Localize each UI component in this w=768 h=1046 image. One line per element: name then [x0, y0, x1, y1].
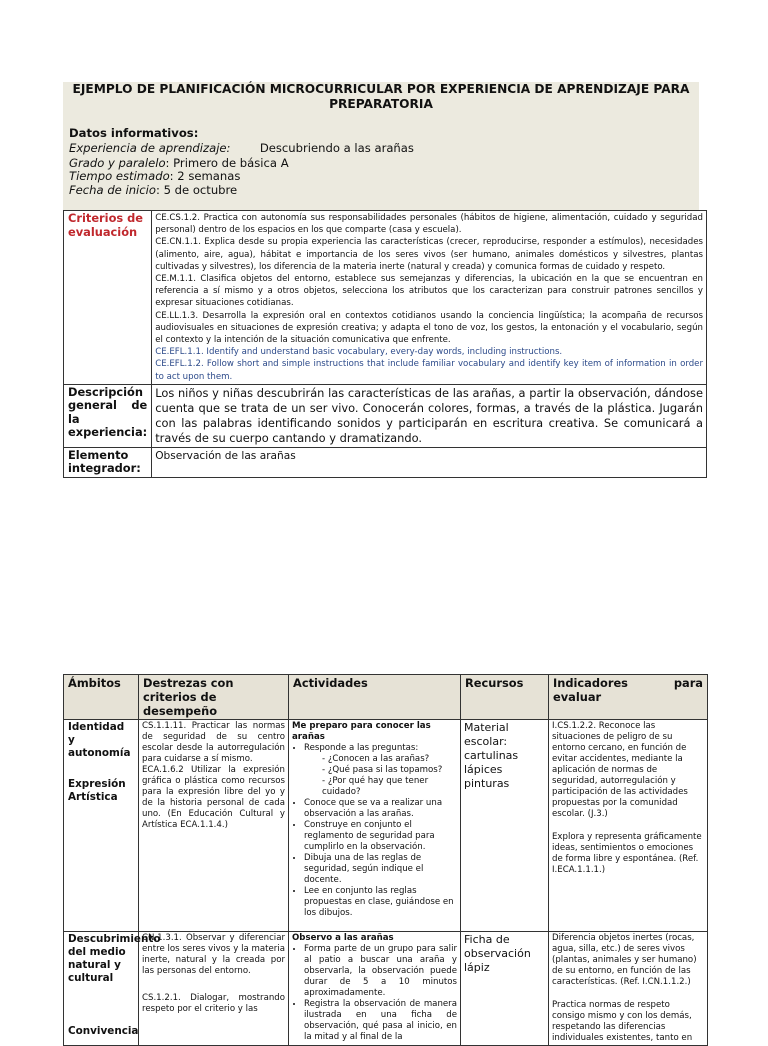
list-item: • Dibuja una de las reglas de seguridad, según indique el docente.	[304, 853, 457, 886]
experiencia-line	[69, 141, 414, 156]
descripcion-row	[64, 384, 707, 447]
recurso-item: cartulinas	[464, 749, 519, 762]
list-item: • Construye en conjunto el reglamento de seguridad para cumplirlo en la observación.	[304, 820, 457, 853]
destreza-text: CN.1.3.1. Observar y diferenciar entre los seres vivos y la materia inerte, natural y la creada por las personas del entorno.	[142, 933, 285, 976]
list-item: • Conoce que se va a realizar una observación a las arañas.	[304, 798, 457, 820]
pregunta-item: - ¿Por qué hay que tener cuidado?	[322, 776, 457, 798]
ambito-label: Descubrimiento del medio natural y cultural	[68, 933, 161, 984]
plan-table	[63, 674, 708, 1046]
actividad-title: Me preparo para conocer las arañas	[292, 721, 431, 742]
criterio-item: CE.M.1.1. Clasifica objetos del entorno, establece sus semejanzas y diferencias, la ubicación en la que se encuentran en referencia a sí mismo y a otros objetos, selecciona los atributos que los caracterizan para construir patrones sencillos y expresar situaciones cotidianas.	[155, 274, 703, 309]
actividad-cell	[289, 720, 461, 932]
recurso-item: pinturas	[464, 777, 510, 790]
list-item	[304, 743, 457, 798]
col-header-recursos: Recursos	[461, 675, 549, 720]
list-item: • Forma parte de un grupo para salir al patio a buscar una araña y observarla, la observación puede durar de 5 a 10 minutos aproximadamente.	[304, 944, 457, 999]
criterios-cell	[152, 211, 707, 385]
tiempo-line	[69, 169, 240, 184]
grado-value: : Primero de básica A	[165, 156, 289, 170]
ambito-label: Expresión Artística	[68, 778, 126, 803]
col-header-destrezas: Destrezas con criterios de desempeño	[139, 675, 289, 720]
grado-label: Grado y paralelo	[69, 156, 166, 170]
descripcion-label: Descripción general de la experiencia:	[64, 384, 152, 447]
destreza-cell	[139, 720, 289, 932]
actividad-cell	[289, 932, 461, 1046]
ambito-label: Identidad y autonomía	[68, 721, 131, 759]
criterio-en-item: CE.EFL.1.2. Follow short and simple instructions that include familiar vocabulary and identify key item of information in order to act upon them.	[155, 359, 703, 382]
list-item: • Lee en conjunto las reglas propuestas en clase, guiándose en los dibujos.	[304, 886, 457, 919]
criterio-en-item: CE.EFL.1.1. Identify and understand basic vocabulary, every-day words, including instructions.	[155, 347, 563, 358]
criterio-item: CE.CN.1.1. Explica desde su propia experiencia las características (crecer, reproducirse, responder a estímulos), necesidades (alimento, aire, agua), hábitat e importancia de los seres vivos (ser humano, animales domésticos y silvestres, plantas cultivadas y silvestres), los diferencia de la materia inerte (natural y creada) y comunica formas de cuidado y respeto.	[155, 237, 703, 272]
destreza-text: CS.1.2.1. Dialogar, mostrando respeto por el criterio y las	[142, 993, 285, 1014]
elemento-label: Elemento integrador:	[64, 447, 152, 477]
recurso-item: Ficha de observación	[464, 933, 531, 960]
indicador-text: Practica normas de respeto consigo mismo y con los demás, respetando las diferencias individuales existentes, tanto en	[552, 1000, 693, 1043]
col-header-actividades: Actividades	[289, 675, 461, 720]
indicador-cell	[549, 720, 708, 932]
plan-row	[64, 720, 708, 932]
indicador-text: Diferencia objetos inertes (rocas, agua, silla, etc.) de seres vivos (plantas, animales y ser humano) de su entorno, en función de las características. (Ref. I.CN.1.1.2.)	[552, 933, 697, 987]
col-header-indicadores: Indicadores para evaluar	[549, 675, 708, 720]
recurso-item: lápices	[464, 763, 503, 776]
elemento-cell: Observación de las arañas	[152, 447, 707, 477]
destreza-text: ECA.1.6.2 Utilizar la expresión gráfica o plástica como recursos para la expresión libre del yo y de la historia personal de cada uno. (En Educación Cultural y Artística ECA.1.1.4.)	[142, 765, 285, 830]
recurso-item: Material escolar:	[464, 721, 509, 748]
recurso-item: lápiz	[464, 961, 490, 974]
elemento-row	[64, 447, 707, 477]
descripcion-cell: Los niños y niñas descubrirán las características de las arañas, a partir la observación, dándose cuenta que se trata de un ser vivo. Conocerán colores, formas, a través de la plástica. Jugarán con las palabras identificando sonidos y participarán en escritura creativa. Se comunicará a través de su cuerpo cantando y dramatizando.	[152, 384, 707, 447]
criterio-item: CE.CS.1.2. Practica con autonomía sus responsabilidades personales (hábitos de higiene, alimentación, cuidado y seguridad personal) dentro de los espacios en los que comparte (casa y escuela).	[155, 213, 703, 236]
plan-header-row	[64, 675, 708, 720]
pregunta-item: - ¿Conocen a las arañas?	[322, 754, 457, 765]
ambito-cell	[64, 720, 139, 932]
col-header-ambitos: Ámbitos	[64, 675, 139, 720]
datos-heading: Datos informativos:	[69, 126, 199, 140]
criterios-row	[64, 211, 707, 385]
indicador-cell	[549, 932, 708, 1046]
fecha-value: : 5 de octubre	[155, 183, 238, 197]
actividad-title: Observo a las arañas	[292, 933, 394, 943]
criterios-label: Criterios de evaluación	[64, 211, 152, 385]
actividad-list	[292, 743, 457, 919]
list-item: • Registra la observación de manera ilustrada en una ficha de observación, qué pasa al inicio, en la mitad y al final de la	[304, 999, 457, 1043]
pregunta-item: - ¿Qué pasa si las topamos?	[322, 765, 457, 776]
recursos-cell	[461, 932, 549, 1046]
ambito-label: Convivencia	[68, 1025, 139, 1037]
criterio-item: CE.LL.1.3. Desarrolla la expresión oral en contextos cotidianos usando la conciencia lingüística; la acompaña de recursos audiovisuales en situaciones de expresión creativa; y adapta el tono de voz, los gestos, la entonación y el vocabulario, según el contexto y la intención de la situación comunicativa que enfrente.	[155, 310, 703, 346]
ambito-cell	[64, 932, 161, 1046]
fecha-line	[69, 183, 237, 198]
tiempo-label: Tiempo estimado	[69, 169, 170, 183]
experiencia-label: Experiencia de aprendizaje:	[69, 141, 231, 155]
indicador-text: Explora y representa gráficamente ideas, sentimientos o emociones de forma libre y espontánea. (Ref. I.ECA.1.1.1.)	[552, 832, 702, 875]
experiencia-value: Descubriendo a las arañas	[259, 141, 414, 155]
destreza-cell	[139, 932, 289, 1046]
fecha-label: Fecha de inicio	[69, 183, 156, 197]
recursos-cell	[461, 720, 549, 932]
tiempo-value: : 2 semanas	[169, 169, 241, 183]
info-table	[63, 210, 707, 478]
plan-row	[64, 932, 708, 1046]
page-title: EJEMPLO DE PLANIFICACIÓN MICROCURRICULAR POR EXPERIENCIA DE APRENDIZAJE PARA PREPARATORIA	[72, 82, 690, 111]
preguntas-list	[304, 754, 457, 798]
destreza-text: CS.1.1.11. Practicar las normas de seguridad de su centro escolar desde la autorregulación para cuidarse a sí mismo.	[142, 721, 285, 764]
list-item-text: Responde a las preguntas:	[304, 743, 419, 753]
indicador-text: I.CS.1.2.2. Reconoce las situaciones de peligro de su entorno cercano, en función de evitar accidentes, mediante la aplicación de normas de seguridad, autorregulación y participación de las actividades propuestas por la comunidad escolar. (J.3.)	[552, 721, 688, 819]
actividad-list	[292, 944, 457, 1043]
